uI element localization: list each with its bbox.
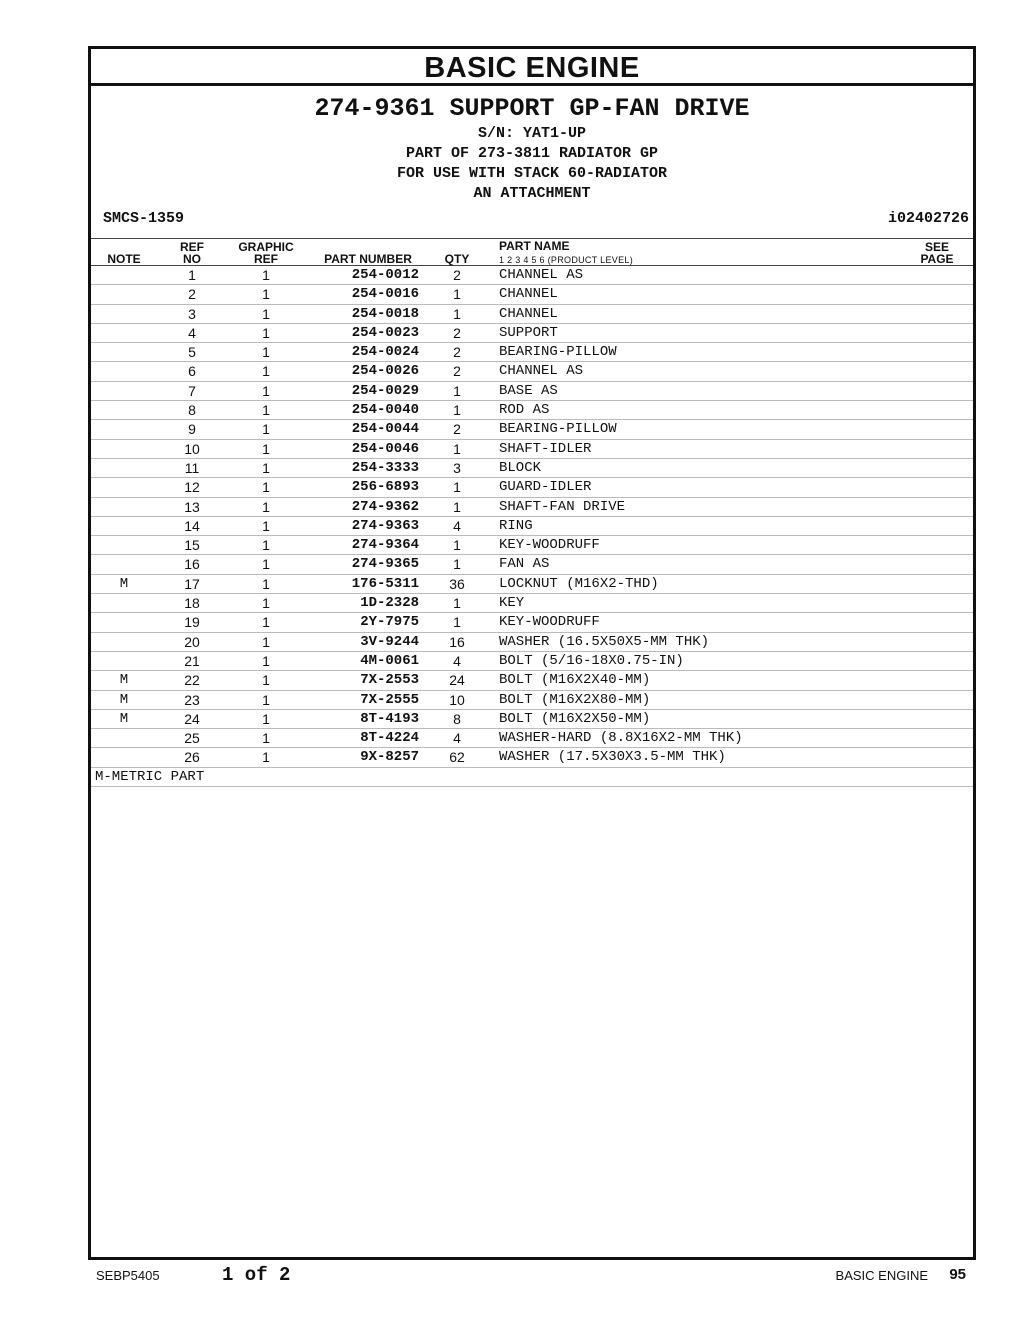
graphic-ref-cell: 1	[262, 517, 270, 534]
graphic-ref-cell: 1	[262, 575, 270, 592]
part-name-cell: BASE AS	[499, 382, 558, 399]
part-number-cell: 176-5311	[351, 575, 419, 592]
ref-no-cell: 26	[184, 749, 200, 766]
table-row	[91, 652, 973, 671]
graphic-ref-cell: 1	[262, 537, 270, 554]
graphic-ref-cell: 1	[262, 614, 270, 631]
ref-no-cell: 14	[184, 517, 200, 534]
note-cell: M	[119, 575, 129, 592]
page-number: 95	[949, 1266, 966, 1283]
qty-cell: 2	[453, 363, 461, 380]
graphic-ref-cell: 1	[262, 595, 270, 612]
qty-cell: 4	[453, 652, 461, 669]
part-number-cell: 2Y-7975	[360, 614, 419, 631]
part-name-cell: WASHER (16.5X50X5-MM THK)	[499, 633, 710, 650]
part-name-cell: ROD AS	[499, 402, 550, 419]
ref-no-cell: 11	[184, 459, 200, 476]
table-row	[91, 324, 973, 343]
col-see-bottom: PAGE	[920, 252, 954, 266]
table-row	[91, 710, 973, 729]
part-name-cell: BOLT (5/16-18X0.75-IN)	[499, 652, 684, 669]
part-number-cell: 254-0018	[351, 305, 419, 322]
qty-cell: 8	[453, 710, 461, 727]
part-name-cell: KEY-WOODRUFF	[499, 614, 600, 631]
part-number-cell: 254-3333	[351, 459, 419, 476]
part-name-cell: RING	[499, 517, 533, 534]
table-row	[91, 440, 973, 459]
col-graphic-top: GRAPHIC	[238, 240, 294, 254]
table-row	[91, 401, 973, 420]
graphic-ref-cell: 1	[262, 730, 270, 747]
part-name-cell: BOLT (M16X2X40-MM)	[499, 672, 651, 689]
qty-cell: 1	[453, 479, 461, 496]
ref-no-cell: 18	[184, 595, 200, 612]
part-number-cell: 8T-4193	[360, 710, 419, 727]
part-name-cell: LOCKNUT (M16X2-THD)	[499, 575, 659, 592]
qty-cell: 1	[453, 305, 461, 322]
part-name-cell: KEY-WOODRUFF	[499, 537, 600, 554]
part-name-cell: SHAFT-FAN DRIVE	[499, 498, 626, 515]
ref-no-cell: 21	[184, 652, 200, 669]
ref-no-cell: 20	[184, 633, 200, 650]
metric-note: M-METRIC PART	[91, 768, 973, 787]
graphic-ref-cell: 1	[262, 344, 270, 361]
note-cell: M	[119, 710, 129, 727]
ref-no-cell: 5	[188, 344, 196, 361]
document-id: SEBP5405	[96, 1268, 160, 1283]
graphic-ref-cell: 1	[262, 324, 270, 341]
part-number-cell: 8T-4224	[360, 730, 419, 747]
page-footer	[88, 1262, 970, 1288]
qty-cell: 1	[453, 556, 461, 573]
qty-cell: 16	[449, 633, 465, 650]
qty-cell: 62	[449, 749, 465, 766]
qty-cell: 3	[453, 459, 461, 476]
part-name-cell: BEARING-PILLOW	[499, 344, 617, 361]
graphic-ref-cell: 1	[262, 440, 270, 457]
ref-no-cell: 16	[184, 556, 200, 573]
section-title: BASIC ENGINE	[91, 49, 973, 86]
part-name-cell: GUARD-IDLER	[499, 479, 592, 496]
table-row	[91, 420, 973, 439]
part-number-cell: 254-0024	[351, 344, 419, 361]
illustration-id: i02402726	[887, 210, 969, 227]
part-number-cell: 274-9365	[351, 556, 419, 573]
part-number-cell: 4M-0061	[360, 652, 419, 669]
part-name-cell: BOLT (M16X2X80-MM)	[499, 691, 651, 708]
ref-no-cell: 10	[184, 440, 200, 457]
graphic-ref-cell: 1	[262, 498, 270, 515]
part-name-cell: SHAFT-IDLER	[499, 440, 592, 457]
table-row	[91, 613, 973, 632]
ref-no-cell: 12	[184, 479, 200, 496]
table-row	[91, 459, 973, 478]
part-number-cell: 3V-9244	[360, 633, 419, 650]
table-row	[91, 362, 973, 381]
group-header	[91, 86, 973, 239]
col-product-level: 1 2 3 4 5 6 (PRODUCT LEVEL)	[499, 255, 633, 265]
attachment-line: AN ATTACHMENT	[473, 185, 591, 202]
note-cell: M	[119, 691, 129, 708]
serial-range: S/N: YAT1-UP	[477, 125, 587, 142]
part-name-cell: CHANNEL	[499, 305, 558, 322]
graphic-ref-cell: 1	[262, 672, 270, 689]
qty-cell: 1	[453, 614, 461, 631]
graphic-ref-cell: 1	[262, 691, 270, 708]
ref-no-cell: 6	[188, 363, 196, 380]
graphic-ref-cell: 1	[262, 267, 270, 283]
table-row	[91, 555, 973, 574]
graphic-ref-cell: 1	[262, 556, 270, 573]
table-row	[91, 285, 973, 304]
part-number-cell: 254-0012	[351, 267, 419, 283]
footer-section-name: BASIC ENGINE	[835, 1268, 928, 1283]
qty-cell: 1	[453, 286, 461, 303]
qty-cell: 10	[449, 691, 465, 708]
table-row	[91, 748, 973, 767]
graphic-ref-cell: 1	[262, 652, 270, 669]
ref-no-cell: 2	[188, 286, 196, 303]
graphic-ref-cell: 1	[262, 459, 270, 476]
ref-no-cell: 24	[184, 710, 200, 727]
qty-cell: 2	[453, 344, 461, 361]
parts-page-frame	[88, 46, 976, 1260]
part-of-line: PART OF 273-3811 RADIATOR GP	[405, 145, 659, 162]
part-number-cell: 1D-2328	[360, 595, 419, 612]
qty-cell: 2	[453, 267, 461, 283]
table-row	[91, 266, 973, 285]
col-part-number: PART NUMBER	[324, 252, 412, 266]
graphic-ref-cell: 1	[262, 479, 270, 496]
part-number-cell: 254-0026	[351, 363, 419, 380]
part-name-cell: CHANNEL AS	[499, 267, 584, 283]
smcs-code: SMCS-1359	[103, 210, 185, 227]
part-name-cell: BOLT (M16X2X50-MM)	[499, 710, 651, 727]
part-number-cell: 7X-2553	[360, 672, 419, 689]
table-row	[91, 575, 973, 594]
part-number-cell: 256-6893	[351, 479, 419, 496]
part-name-cell: KEY	[499, 595, 525, 612]
part-name-cell: BEARING-PILLOW	[499, 421, 617, 438]
part-number-cell: 254-0016	[351, 286, 419, 303]
ref-no-cell: 19	[184, 614, 200, 631]
group-title: 274-9361 SUPPORT GP-FAN DRIVE	[314, 94, 750, 123]
graphic-ref-cell: 1	[262, 286, 270, 303]
ref-no-cell: 22	[184, 672, 200, 689]
note-cell: M	[119, 672, 129, 689]
table-row	[91, 498, 973, 517]
part-number-cell: 274-9363	[351, 517, 419, 534]
ref-no-cell: 8	[188, 402, 196, 419]
qty-cell: 1	[453, 440, 461, 457]
part-name-cell: BLOCK	[499, 459, 542, 476]
table-row	[91, 691, 973, 710]
graphic-ref-cell: 1	[262, 749, 270, 766]
qty-cell: 4	[453, 730, 461, 747]
table-row	[91, 536, 973, 555]
ref-no-cell: 25	[184, 730, 200, 747]
col-qty: QTY	[444, 252, 470, 266]
use-with-line: FOR USE WITH STACK 60-RADIATOR	[396, 165, 668, 182]
part-name-cell: SUPPORT	[499, 324, 558, 341]
qty-cell: 36	[449, 575, 465, 592]
col-part-name: PART NAME	[499, 239, 570, 253]
page-of-count: 1 of 2	[222, 1264, 291, 1286]
part-number-cell: 274-9362	[351, 498, 419, 515]
col-ref-bottom: NO	[183, 252, 201, 266]
qty-cell: 4	[453, 517, 461, 534]
qty-cell: 2	[453, 324, 461, 341]
table-row	[91, 671, 973, 690]
col-see-top: SEE	[924, 240, 949, 254]
table-row	[91, 517, 973, 536]
qty-cell: 1	[453, 402, 461, 419]
table-row	[91, 633, 973, 652]
column-header	[91, 239, 973, 266]
part-number-cell: 254-0044	[351, 421, 419, 438]
table-row	[91, 305, 973, 324]
graphic-ref-cell: 1	[262, 421, 270, 438]
parts-list	[91, 266, 973, 768]
qty-cell: 24	[449, 672, 465, 689]
table-row	[91, 382, 973, 401]
col-graphic-bottom: REF	[254, 252, 278, 266]
part-name-cell: WASHER-HARD (8.8X16X2-MM THK)	[499, 730, 743, 747]
table-row	[91, 478, 973, 497]
col-note: NOTE	[107, 252, 141, 266]
part-name-cell: CHANNEL AS	[499, 363, 584, 380]
ref-no-cell: 4	[188, 324, 196, 341]
part-name-cell: WASHER (17.5X30X3.5-MM THK)	[499, 749, 726, 766]
ref-no-cell: 17	[184, 575, 200, 592]
graphic-ref-cell: 1	[262, 402, 270, 419]
part-number-cell: 9X-8257	[360, 749, 419, 766]
graphic-ref-cell: 1	[262, 382, 270, 399]
part-number-cell: 274-9364	[351, 537, 419, 554]
part-number-cell: 254-0046	[351, 440, 419, 457]
ref-no-cell: 23	[184, 691, 200, 708]
graphic-ref-cell: 1	[262, 305, 270, 322]
ref-no-cell: 15	[184, 537, 200, 554]
graphic-ref-cell: 1	[262, 633, 270, 650]
part-name-cell: FAN AS	[499, 556, 550, 573]
ref-no-cell: 9	[188, 421, 196, 438]
ref-no-cell: 7	[188, 382, 196, 399]
qty-cell: 1	[453, 498, 461, 515]
table-row	[91, 729, 973, 748]
table-row	[91, 343, 973, 362]
qty-cell: 1	[453, 537, 461, 554]
ref-no-cell: 13	[184, 498, 200, 515]
graphic-ref-cell: 1	[262, 363, 270, 380]
qty-cell: 1	[453, 595, 461, 612]
part-number-cell: 254-0023	[351, 324, 419, 341]
qty-cell: 1	[453, 382, 461, 399]
ref-no-cell: 3	[188, 305, 196, 322]
part-name-cell: CHANNEL	[499, 286, 558, 303]
ref-no-cell: 1	[188, 267, 196, 283]
part-number-cell: 254-0040	[351, 402, 419, 419]
qty-cell: 2	[453, 421, 461, 438]
part-number-cell: 7X-2555	[360, 691, 419, 708]
graphic-ref-cell: 1	[262, 710, 270, 727]
col-ref-top: REF	[180, 240, 204, 254]
table-row	[91, 594, 973, 613]
part-number-cell: 254-0029	[351, 382, 419, 399]
